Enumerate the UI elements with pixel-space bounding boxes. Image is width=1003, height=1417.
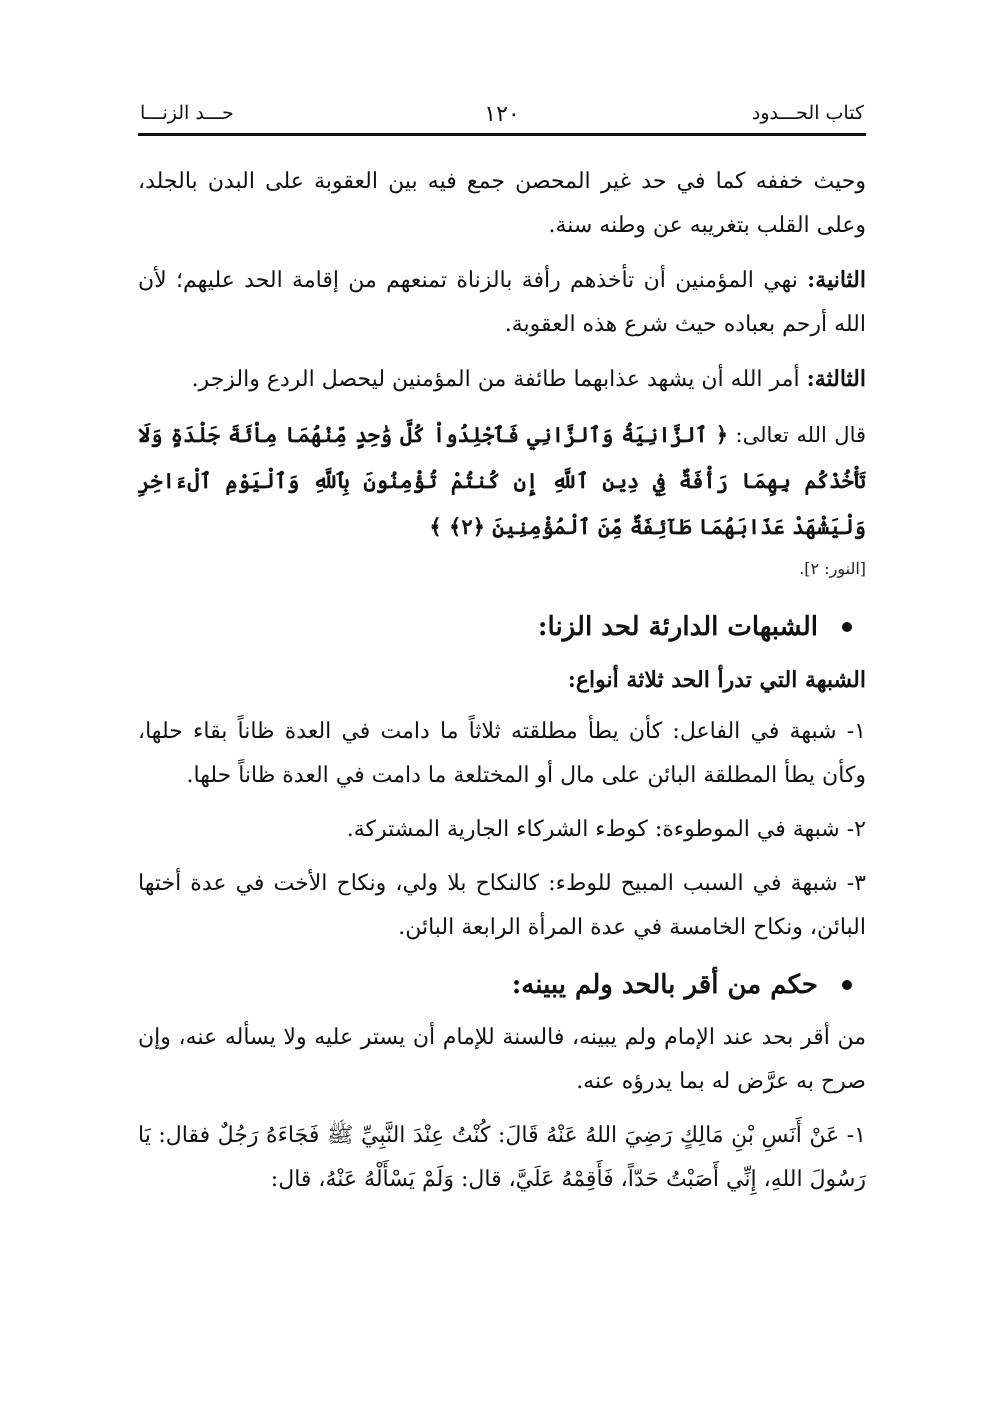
chapter-title: حـــد الزنـــا bbox=[140, 102, 234, 124]
third-text: أمر الله أن يشهد عذابهما طائفة من المؤمنين ليحصل الردع والزجر. bbox=[191, 367, 807, 392]
paragraph-second bbox=[138, 258, 866, 347]
header-divider bbox=[138, 133, 866, 136]
paragraph-intro: وحيث خففه كما في حد غير المحصن جمع فيه بين العقوبة على البدن بالجلد، وعلى القلب بتغريبه عن وطنه سنة. bbox=[138, 169, 866, 238]
hadith-text: ١- عَنْ أَنَسِ بْنِ مَالِكٍ رَضِيَ اللهُ عَنْهُ قَالَ: كُنْتُ عِنْدَ النَّبِيِّ ﷺ فَجَاءَهُ رَجُلٌ فقال: يَا رَسُولَ اللهِ، إِنِّي أَصَبْتُ حَدّاً، فَأَقِمْهُ عَلَيَّ، قال: وَلَمْ يَسْأَلْهُ عَنْهُ، قال: bbox=[138, 1123, 866, 1192]
quran-verse bbox=[138, 412, 866, 550]
page-header bbox=[140, 96, 864, 136]
third-label: الثالثة: bbox=[806, 366, 866, 392]
page-body bbox=[138, 160, 866, 1212]
section-heading-iqrar bbox=[138, 960, 866, 1010]
section-heading-shubuhat bbox=[138, 602, 866, 652]
paragraph-iqrar: من أقر بحد عند الإمام ولم يبينه، فالسنة للإمام أن يستر عليه ولا يسأله عنه، وإن صرح به عرَّض له بما يدرؤه عنه. bbox=[138, 1025, 866, 1094]
page-number: ١٢٠ bbox=[484, 102, 520, 127]
paragraph-third bbox=[138, 357, 866, 402]
quran-text: ﴿ ٱلزَّانِيَةُ وَٱلزَّانِي فَٱجْلِدُواْ كُلَّ وَٰحِدٍ مِّنْهُمَا مِاْئَةَ جَلْدَةٍ وَلَا تَأْخُذْكُم بِهِمَا رَأْفَةٌ فِي دِينِ ٱللَّهِ إِن كُنتُمْ تُؤْمِنُونَ بِٱللَّهِ وَٱلْيَوْمِ ٱلْءَاخِرِ وَلْيَشْهَدْ عَذَابَهُمَا طَآئِفَةٌ مِّنَ ٱلْمُؤْمِنِينَ ﴿٢﴾ ﴾ bbox=[138, 422, 866, 539]
book-title: كتاب الحـــدود bbox=[751, 102, 864, 124]
list-item: ١- شبهة في الفاعل: كأن يطأ مطلقته ثلاثاً ما دامت في العدة ظاناً بقاء حلها، وكأن يطأ المطلقة البائن على مال أو المختلعة ما دامت في العدة ظاناً حلها. bbox=[138, 719, 866, 788]
second-text: نهي المؤمنين أن تأخذهم رأفة بالزناة تمنعهم من إقامة الحد عليهم؛ لأن الله أرحم بعباده حيث شرع هذه العقوبة. bbox=[138, 268, 866, 337]
subheading: الشبهة التي تدرأ الحد ثلاثة أنواع: bbox=[567, 667, 866, 693]
bullet-icon bbox=[842, 980, 852, 990]
second-label: الثانية: bbox=[807, 267, 866, 293]
section-heading-text: حكم من أقر بالحد ولم يبينه: bbox=[511, 970, 818, 1000]
quran-intro: قال الله تعالى: bbox=[728, 423, 866, 447]
list-item: ٢- شبهة في الموطوءة: كوطء الشركاء الجارية المشتركة. bbox=[346, 817, 866, 842]
list-item: ٣- شبهة في السبب المبيح للوطء: كالنكاح بلا ولي، ونكاح الأخت في عدة أختها البائن، ونكاح الخامسة في عدة المرأة الرابعة البائن. bbox=[138, 871, 866, 940]
bullet-icon bbox=[842, 622, 852, 632]
quran-reference: [النور: ٢]. bbox=[799, 559, 866, 578]
section-heading-text: الشبهات الدارئة لحد الزنا: bbox=[537, 612, 818, 642]
